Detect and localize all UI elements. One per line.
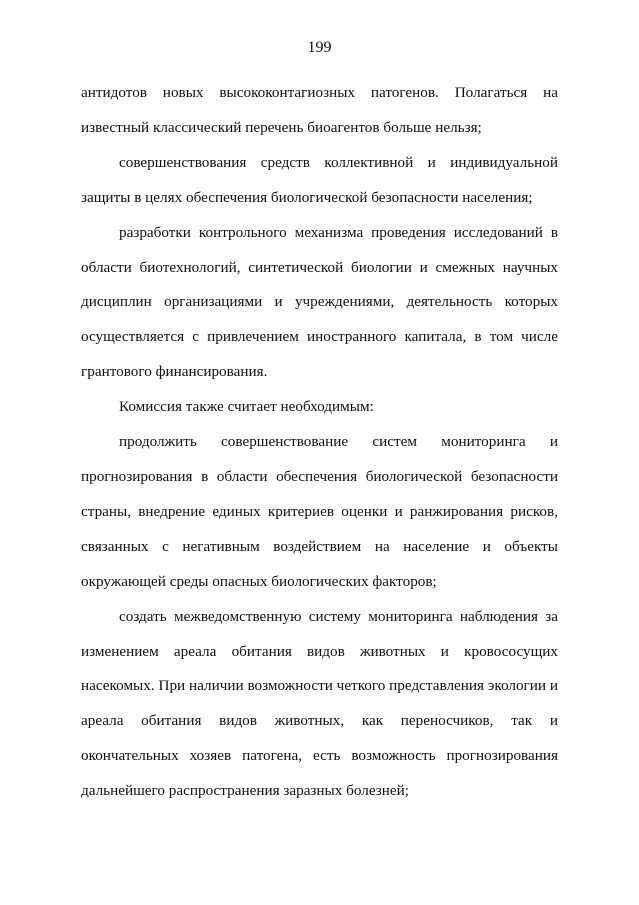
paragraph-protection-means: совершенствования средств коллективной и индивидуальной защиты в целях обеспечения биологической безопасности населения; [81, 153, 558, 206]
body-text [81, 76, 558, 809]
paragraph-control-mechanism: разработки контрольного механизма проведения исследований в области биотехнологий, синтетической биологии и смежных научных дисциплин организациями и учреждениями, деятельность которых осуществляется с привлечением иностранного капитала, в том числе грантового финансирования. [81, 223, 558, 381]
paragraph-interagency-system: создать межведомственную систему мониторинга наблюдения за изменением ареала обитания видов животных и кровососущих насекомых. При наличии возможности четкого представления экологии и ареала обитания видов животных, как переносчиков, так и окончательных хозяев патогена, есть возможность прогнозирования дальнейшего распространения заразных болезней; [81, 607, 558, 800]
paragraph-antidotes: антидотов новых высококонтагиозных патогенов. Полагаться на известный классический перечень биоагентов больше нельзя; [81, 84, 558, 136]
paragraph-monitoring-systems: продолжить совершенствование систем мониторинга и прогнозирования в области обеспечения биологической безопасности страны, внедрение единых критериев оценки и ранжирования рисков, связанных с негативным воздействием на население и объекты окружающей среды опасных биологических факторов; [81, 433, 558, 590]
page-number: 199 [307, 39, 332, 56]
paragraph-commission-considers: Комиссия также считает необходимым: [119, 398, 374, 416]
